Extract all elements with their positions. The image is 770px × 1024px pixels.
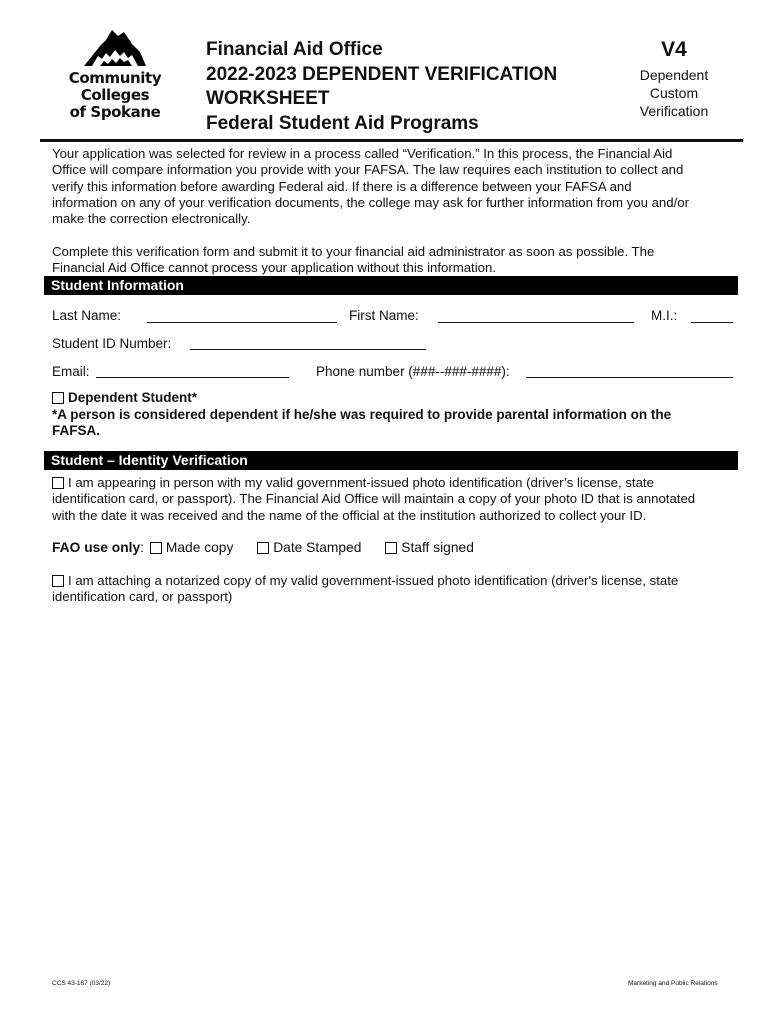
phone-label: Phone number (###--###-####): xyxy=(316,364,510,379)
staff-signed-label: Staff signed xyxy=(401,540,474,555)
first-name-field[interactable] xyxy=(438,322,634,323)
version-block xyxy=(626,38,722,120)
middle-initial-label: M.I.: xyxy=(651,308,678,323)
version-sub-3: Verification xyxy=(639,103,709,119)
identity-option1-line: identification card, or passport). The Financial Aid Office will maintain a copy of your photo ID that is annotated xyxy=(52,491,696,507)
identity-option-notarized xyxy=(52,573,742,606)
dependent-note xyxy=(52,407,742,439)
logo-line-1: Community Colleges xyxy=(68,69,162,104)
date-stamped-label: Date Stamped xyxy=(273,540,362,555)
made-copy-checkbox[interactable] xyxy=(150,542,162,554)
college-logo xyxy=(40,26,190,121)
phone-field[interactable] xyxy=(526,377,733,378)
mountain-logo-icon xyxy=(40,26,190,70)
dependent-student-checkbox[interactable] xyxy=(52,392,64,404)
intro-p1-line: verify this information before awarding Federal aid. If there is a difference between your FAFSA and xyxy=(52,178,632,194)
form-title-block xyxy=(206,38,616,136)
form-code: CCS 43-167 (03/22) xyxy=(52,980,111,987)
logo-wordmark xyxy=(40,70,190,121)
first-name-label: First Name: xyxy=(349,308,419,323)
intro-p1-line: information on any of your verification documents, the college may ask for further information from you and/or xyxy=(52,194,689,210)
intro-p1-line: Your application was selected for review in a process called “Verification.” In this process, the Financial Aid xyxy=(52,146,673,161)
identity-option2-text: I am attaching a notarized copy of my valid government-issued photo identification (driver's license, state xyxy=(68,573,679,588)
dependent-student-option xyxy=(52,390,197,406)
made-copy-label: Made copy xyxy=(165,540,234,555)
in-person-checkbox[interactable] xyxy=(52,477,64,489)
dependent-note-line: FAFSA. xyxy=(52,423,101,438)
identity-option-in-person xyxy=(52,475,742,524)
version-description xyxy=(626,66,722,120)
last-name-label: Last Name: xyxy=(52,308,122,323)
identity-option1-text: I am appearing in person with my valid government-issued photo identification (driver’s license, state xyxy=(68,475,654,490)
intro-p2-line: Complete this verification form and submit it to your financial aid administrator as soon as possible. The xyxy=(52,244,655,259)
identity-option2-line: identification card, or passport) xyxy=(52,589,233,605)
fao-colon: : xyxy=(140,540,145,555)
last-name-field[interactable] xyxy=(147,322,337,323)
staff-signed-checkbox[interactable] xyxy=(385,542,397,554)
office-name: Financial Aid Office xyxy=(206,39,383,60)
intro-p2-line: Financial Aid Office cannot process your application without this information. xyxy=(52,260,496,276)
fao-use-only-row xyxy=(52,540,474,556)
logo-line-2: of Spokane xyxy=(69,103,161,121)
email-field[interactable] xyxy=(96,377,289,378)
header-divider xyxy=(40,139,743,142)
identity-option1-line: with the date it was received and the name of the official at the institution authorized to collect your ID. xyxy=(52,507,647,523)
notarized-copy-checkbox[interactable] xyxy=(52,575,64,587)
student-id-field[interactable] xyxy=(190,349,426,350)
form-title-line-1: 2022-2023 DEPENDENT VERIFICATION xyxy=(206,63,558,85)
version-sub-1: Dependent xyxy=(639,67,709,83)
version-code: V4 xyxy=(661,38,687,61)
dependent-student-label: Dependent Student* xyxy=(68,390,198,405)
version-sub-2: Custom xyxy=(649,85,699,101)
student-information-header: Student Information xyxy=(44,276,738,295)
intro-paragraph-1 xyxy=(52,146,742,227)
dependent-note-line: *A person is considered dependent if he/she was required to provide parental information on the xyxy=(52,407,672,422)
middle-initial-field[interactable] xyxy=(691,322,733,323)
date-stamped-checkbox[interactable] xyxy=(257,542,269,554)
form-title-line-2: WORKSHEET xyxy=(206,88,330,109)
department-credit: Marketing and Public Relations xyxy=(628,980,718,987)
identity-option1-line xyxy=(52,475,742,491)
email-label: Email: xyxy=(52,364,90,379)
form-subtitle: Federal Student Aid Programs xyxy=(206,112,479,134)
identity-verification-header: Student – Identity Verification xyxy=(44,451,738,470)
intro-p1-line: Office will compare information you provide with your FAFSA. The law requires each institution to collect and xyxy=(52,162,684,178)
identity-option2-line xyxy=(52,573,742,589)
intro-p1-line: make the correction electronically. xyxy=(52,211,251,227)
intro-paragraph-2 xyxy=(52,244,742,277)
student-id-label: Student ID Number: xyxy=(52,336,172,351)
fao-use-only-label: FAO use only xyxy=(52,540,141,555)
